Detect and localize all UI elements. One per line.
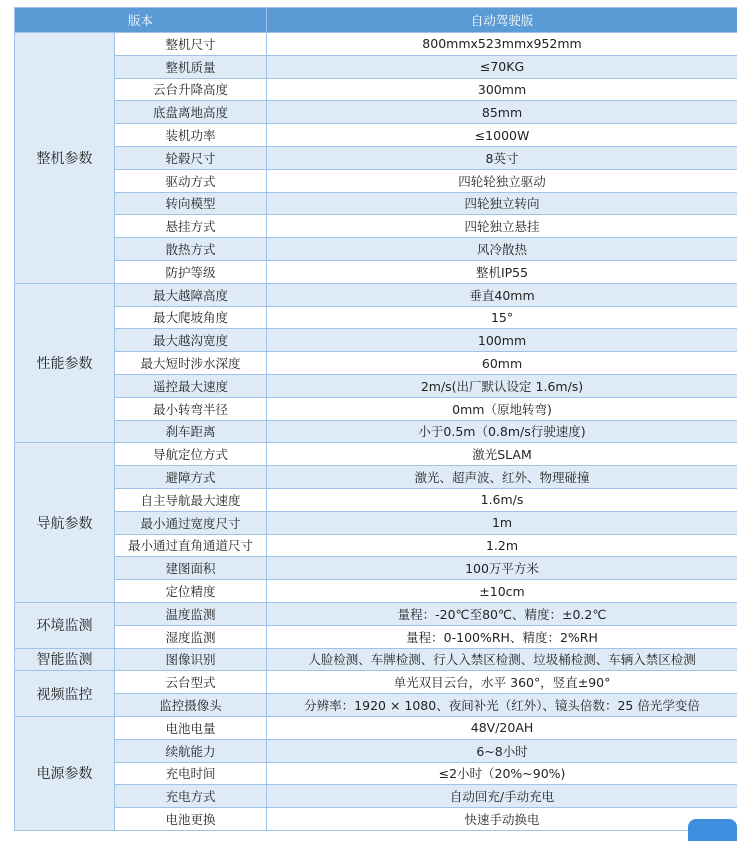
category-cell: 整机参数 [15, 33, 115, 284]
parameter-name: 云台型式 [115, 671, 267, 694]
parameter-value: 60mm [267, 352, 737, 375]
parameter-name: 最小通过直角通道尺寸 [115, 534, 267, 557]
parameter-value: 48V/20AH [267, 716, 737, 739]
parameter-value: 单光双目云台，水平 360°，竖直±90° [267, 671, 737, 694]
table-row [15, 808, 737, 831]
parameter-value: 四轮轮独立驱动 [267, 169, 737, 192]
parameter-value: 300mm [267, 78, 737, 101]
parameter-value: 人脸检测、车牌检测、行人入禁区检测、垃圾桶检测、车辆入禁区检测 [267, 648, 737, 671]
category-cell: 环境监测 [15, 602, 115, 648]
parameter-name: 遥控最大速度 [115, 374, 267, 397]
parameter-name: 图像识别 [115, 648, 267, 671]
category-cell: 性能参数 [15, 283, 115, 443]
table-row [15, 329, 737, 352]
table-row [15, 762, 737, 785]
product-header: 自动驾驶版 [267, 8, 737, 33]
table-row [15, 215, 737, 238]
parameter-value: 1.2m [267, 534, 737, 557]
parameter-name: 最大越沟宽度 [115, 329, 267, 352]
parameter-name: 最大越障高度 [115, 283, 267, 306]
version-header: 版本 [15, 8, 267, 33]
parameter-value: 快速手动换电 [267, 808, 737, 831]
table-row [15, 602, 737, 625]
parameter-value: 1.6m/s [267, 488, 737, 511]
table-row [15, 511, 737, 534]
parameter-value: ≤1000W [267, 124, 737, 147]
parameter-value: 分辨率：1920 × 1080、夜间补光（红外）、镜头倍数：25 倍光学变倍 [267, 694, 737, 717]
parameter-name: 装机功率 [115, 124, 267, 147]
parameter-name: 最小转弯半径 [115, 397, 267, 420]
parameter-value: 量程：-20℃至80℃、精度：±0.2℃ [267, 602, 737, 625]
parameter-name: 刹车距离 [115, 420, 267, 443]
table-row [15, 306, 737, 329]
parameter-value: 100mm [267, 329, 737, 352]
table-row [15, 716, 737, 739]
category-cell: 导航参数 [15, 443, 115, 603]
table-row [15, 78, 737, 101]
table-row [15, 557, 737, 580]
table-row [15, 101, 737, 124]
table-row [15, 374, 737, 397]
table-row [15, 580, 737, 603]
table-row [15, 352, 737, 375]
parameter-name: 底盘离地高度 [115, 101, 267, 124]
table-row [15, 466, 737, 489]
parameter-name: 温度监测 [115, 602, 267, 625]
spec-table-body [15, 33, 737, 831]
table-row [15, 238, 737, 261]
parameter-name: 监控摄像头 [115, 694, 267, 717]
table-row [15, 534, 737, 557]
table-row [15, 124, 737, 147]
parameter-value: 2m/s(出厂默认设定 1.6m/s) [267, 374, 737, 397]
parameter-value: 四轮独立悬挂 [267, 215, 737, 238]
parameter-name: 整机质量 [115, 55, 267, 78]
parameter-value: 85mm [267, 101, 737, 124]
parameter-value: 0mm（原地转弯) [267, 397, 737, 420]
table-row [15, 169, 737, 192]
parameter-name: 最小通过宽度尺寸 [115, 511, 267, 534]
parameter-value: 自动回充/手动充电 [267, 785, 737, 808]
parameter-name: 自主导航最大速度 [115, 488, 267, 511]
parameter-name: 定位精度 [115, 580, 267, 603]
parameter-name: 悬挂方式 [115, 215, 267, 238]
table-row [15, 625, 737, 648]
parameter-value: 100万平方米 [267, 557, 737, 580]
parameter-value: ±10cm [267, 580, 737, 603]
table-row [15, 192, 737, 215]
parameter-name: 轮毂尺寸 [115, 146, 267, 169]
table-row [15, 443, 737, 466]
parameter-name: 整机尺寸 [115, 33, 267, 56]
parameter-value: 8英寸 [267, 146, 737, 169]
table-row [15, 739, 737, 762]
category-cell: 智能监测 [15, 648, 115, 671]
parameter-name: 电池更换 [115, 808, 267, 831]
parameter-value: 风冷散热 [267, 238, 737, 261]
table-row [15, 420, 737, 443]
spec-table [14, 7, 737, 831]
parameter-name: 充电时间 [115, 762, 267, 785]
table-row [15, 146, 737, 169]
parameter-value: 垂直40mm [267, 283, 737, 306]
parameter-name: 防护等级 [115, 260, 267, 283]
parameter-name: 导航定位方式 [115, 443, 267, 466]
parameter-value: 800mmx523mmx952mm [267, 33, 737, 56]
parameter-name: 湿度监测 [115, 625, 267, 648]
parameter-name: 建图面积 [115, 557, 267, 580]
table-row [15, 648, 737, 671]
table-row [15, 33, 737, 56]
parameter-value: 6~8小时 [267, 739, 737, 762]
parameter-value: 激光SLAM [267, 443, 737, 466]
parameter-value: 15° [267, 306, 737, 329]
parameter-name: 驱动方式 [115, 169, 267, 192]
parameter-value: 量程：0-100%RH、精度：2%RH [267, 625, 737, 648]
parameter-name: 转向模型 [115, 192, 267, 215]
parameter-name: 避障方式 [115, 466, 267, 489]
table-row [15, 694, 737, 717]
parameter-name: 充电方式 [115, 785, 267, 808]
parameter-name: 电池电量 [115, 716, 267, 739]
parameter-value: 小于0.5m（0.8m/s行驶速度) [267, 420, 737, 443]
parameter-value: 四轮独立转向 [267, 192, 737, 215]
table-header-row [15, 8, 737, 33]
table-row [15, 55, 737, 78]
parameter-name: 云台升降高度 [115, 78, 267, 101]
parameter-name: 最大爬坡角度 [115, 306, 267, 329]
table-row [15, 397, 737, 420]
table-row [15, 671, 737, 694]
floating-button[interactable] [688, 819, 737, 841]
table-row [15, 785, 737, 808]
parameter-name: 散热方式 [115, 238, 267, 261]
table-row [15, 488, 737, 511]
parameter-value: ≤70KG [267, 55, 737, 78]
parameter-value: ≤2小时（20%~90%) [267, 762, 737, 785]
parameter-name: 最大短时涉水深度 [115, 352, 267, 375]
parameter-value: 1m [267, 511, 737, 534]
table-row [15, 283, 737, 306]
parameter-value: 整机IP55 [267, 260, 737, 283]
parameter-value: 激光、超声波、红外、物理碰撞 [267, 466, 737, 489]
category-cell: 电源参数 [15, 716, 115, 830]
category-cell: 视频监控 [15, 671, 115, 717]
table-row [15, 260, 737, 283]
parameter-name: 续航能力 [115, 739, 267, 762]
